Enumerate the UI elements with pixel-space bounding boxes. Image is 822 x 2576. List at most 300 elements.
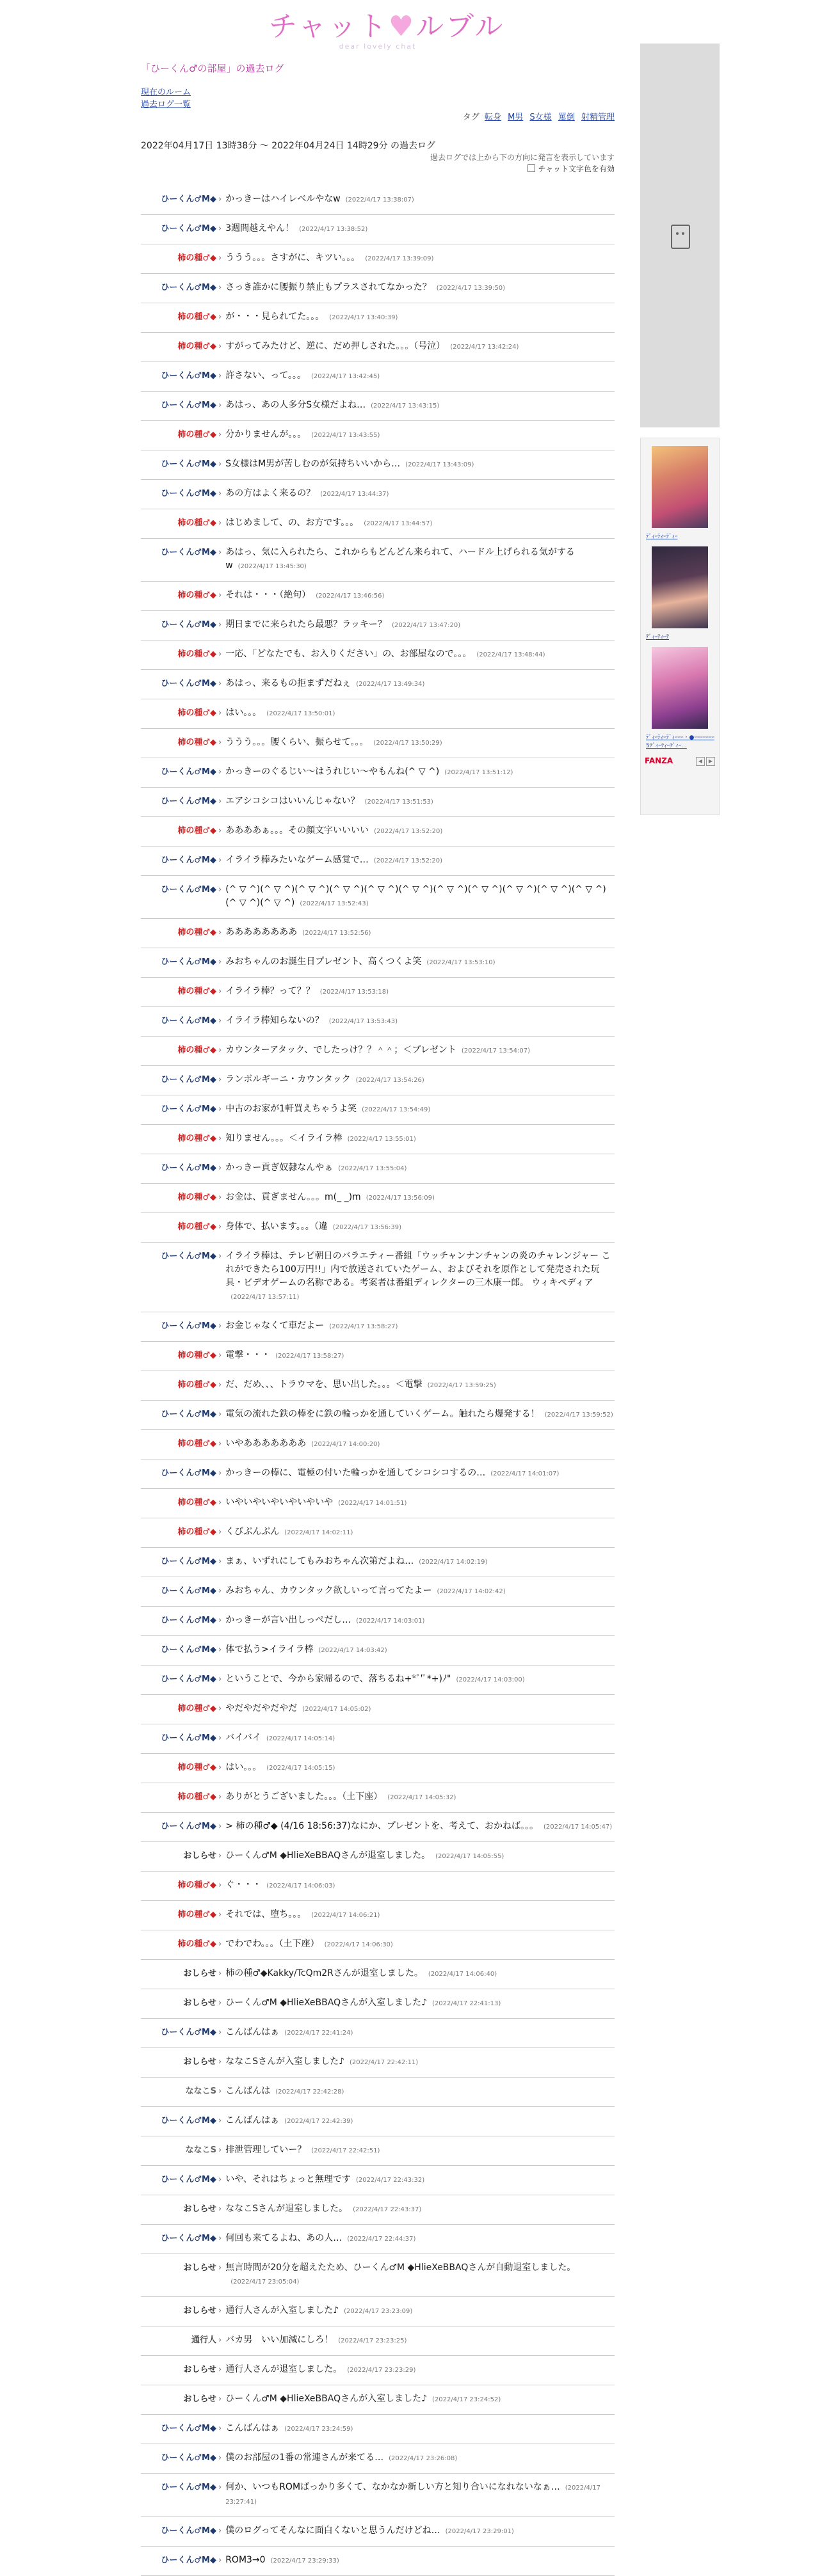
timestamp: (2022/4/17 14:06:40) bbox=[428, 1971, 497, 1978]
message-body bbox=[225, 2524, 615, 2538]
speaker-name: 柿の種♂◆ bbox=[177, 987, 216, 996]
chat-row bbox=[141, 421, 615, 450]
separator: › bbox=[218, 283, 222, 292]
separator: › bbox=[218, 371, 222, 381]
message-text: いや、それはちょっと無理です bbox=[225, 2174, 351, 2184]
timestamp: (2022/4/17 13:38:07) bbox=[345, 196, 414, 203]
past-log-list-link[interactable]: 過去ログ一覧 bbox=[141, 100, 191, 109]
speaker-name: ひーくん♂M◆ bbox=[161, 2234, 216, 2243]
speaker-name: 柿の種♂◆ bbox=[177, 1880, 216, 1890]
speaker-name: ひーくん♂M◆ bbox=[161, 855, 216, 865]
message-body bbox=[225, 2202, 615, 2216]
speaker-name: ひーくん♂M◆ bbox=[161, 224, 216, 234]
fanza-logo[interactable]: FANZA bbox=[645, 756, 673, 765]
separator: › bbox=[218, 797, 222, 806]
timestamp: (2022/4/17 22:41:13) bbox=[432, 2000, 501, 2007]
prev-arrow-icon[interactable]: ◀ bbox=[696, 757, 705, 766]
chat-row bbox=[141, 1960, 615, 1989]
tag-link[interactable]: 転身 bbox=[484, 113, 501, 122]
chat-row bbox=[141, 847, 615, 876]
message-body bbox=[225, 1908, 615, 1922]
message-text: (^ ▽ ^)(^ ▽ ^)(^ ▽ ^)(^ ▽ ^)(^ ▽ ^)(^ ▽ ^)(^ ▽ ^)(^ ▽ ^)(^ ▽ ^)(^ ▽ ^)(^ ▽ ^)(^ ▽ ^)(^ ▽ ^) bbox=[225, 884, 606, 908]
message-body bbox=[225, 1643, 615, 1657]
timestamp: (2022/4/17 14:06:03) bbox=[266, 1882, 335, 1889]
speaker-name: おしらせ bbox=[183, 1998, 216, 2008]
chat-row bbox=[141, 1783, 615, 1813]
message-text: ということで、今から家帰るので、落ちるね+*ﾟ'ﾟ*+)ﾉ" bbox=[225, 1674, 451, 1684]
speaker-name: ひーくん♂M◆ bbox=[161, 1016, 216, 1026]
separator: › bbox=[218, 1822, 222, 1831]
message-body bbox=[225, 2143, 615, 2158]
message-body bbox=[225, 2055, 615, 2069]
current-room-link[interactable]: 現在のルーム bbox=[141, 88, 191, 97]
message-text: あはっ、来るもの拒まずだねぇ bbox=[225, 678, 351, 688]
speaker-name: 柿の種♂◆ bbox=[177, 1351, 216, 1360]
message-body bbox=[225, 589, 615, 603]
message-text: 許さない、って。。。 bbox=[225, 370, 306, 381]
timestamp: (2022/4/17 13:53:18) bbox=[319, 989, 389, 996]
chat-row bbox=[141, 1401, 615, 1430]
message-text: 何か、いつもROMばっかり多くて、なかなか新しい方と知り合いになれないなぁ… bbox=[225, 2482, 560, 2492]
speaker-name: ひーくん♂M◆ bbox=[161, 1468, 216, 1478]
color-checkbox[interactable] bbox=[528, 164, 535, 172]
separator: › bbox=[218, 2394, 222, 2404]
sidebar bbox=[640, 44, 720, 815]
message-body bbox=[225, 824, 615, 838]
timestamp: (2022/4/17 13:54:26) bbox=[355, 1077, 424, 1084]
message-text: 一応、「どなたでも、お入りください」の、お部屋なので。。。 bbox=[225, 649, 472, 659]
timestamp: (2022/4/17 13:46:56) bbox=[316, 592, 385, 600]
message-text: それは・・・（絶句） bbox=[225, 590, 311, 600]
message-text: イライラ棒は、テレビ朝日のバラエティー番組「ウッチャンナンチャンの炎のチャレンジャー これができたら100万円!!」内で放送されていたゲーム、およびそれを原作として発売された玩具・ビデオゲームの名称である。考案者は番組ディレクターの三木康一郎。 ウィキペディア bbox=[225, 1251, 611, 1288]
timestamp: (2022/4/17 13:59:52) bbox=[544, 1411, 613, 1419]
message-body bbox=[225, 1496, 615, 1510]
chat-row bbox=[141, 1430, 615, 1459]
speaker-name: 柿の種♂◆ bbox=[177, 649, 216, 659]
separator: › bbox=[218, 2556, 222, 2565]
message-body bbox=[225, 1761, 615, 1775]
speaker-name: 柿の種♂◆ bbox=[177, 1439, 216, 1449]
message-text: はじめまして、の、お方です。。。 bbox=[225, 518, 359, 528]
separator: › bbox=[218, 1410, 222, 1419]
message-body bbox=[225, 1378, 615, 1392]
chat-row bbox=[141, 582, 615, 611]
chat-row bbox=[141, 215, 615, 244]
message-body bbox=[225, 251, 615, 266]
chat-row bbox=[141, 1342, 615, 1371]
chat-row bbox=[141, 1930, 615, 1960]
message-body bbox=[225, 926, 615, 940]
chat-row bbox=[141, 333, 615, 362]
chat-row bbox=[141, 1312, 615, 1342]
message-text: あはっ、気に入られたら、これからもどんどん来られて、ハードル上げられる気がするw bbox=[225, 547, 575, 571]
message-body bbox=[225, 2554, 615, 2568]
timestamp: (2022/4/17 13:43:09) bbox=[405, 461, 474, 468]
speaker-name: ひーくん♂M◆ bbox=[161, 885, 216, 894]
message-text: かっきーのぐるじい〜はうれじい〜やもんね(^ ▽ ^) bbox=[225, 767, 440, 777]
separator: › bbox=[218, 708, 222, 718]
timestamp: (2022/4/17 13:52:43) bbox=[300, 900, 369, 907]
message-text: こんばんはぁ bbox=[225, 2423, 280, 2433]
message-body bbox=[225, 340, 615, 354]
separator: › bbox=[218, 767, 222, 777]
timestamp: (2022/4/17 13:54:07) bbox=[461, 1047, 531, 1054]
separator: › bbox=[218, 342, 222, 351]
message-body bbox=[225, 516, 615, 530]
separator: › bbox=[218, 1046, 222, 1055]
chat-row bbox=[141, 1666, 615, 1695]
message-text: 電気の流れた鉄の棒をに鉄の輪っかを通していくゲーム。触れたら爆発する！ bbox=[225, 1409, 540, 1419]
chat-row bbox=[141, 1754, 615, 1783]
message-text: それでは、堕ち。。。 bbox=[225, 1909, 307, 1920]
message-body bbox=[225, 2363, 615, 2377]
timestamp: (2022/4/17 13:52:56) bbox=[302, 930, 371, 937]
timestamp: (2022/4/17 13:56:09) bbox=[366, 1195, 435, 1202]
separator: › bbox=[218, 2116, 222, 2126]
message-text: はい。。。 bbox=[225, 1762, 262, 1772]
message-text: ひーくん♂M ◆HlieXeBBAQさんが入室しました♪ bbox=[225, 1998, 428, 2008]
chat-row bbox=[141, 303, 615, 333]
message-body bbox=[225, 648, 615, 662]
separator: › bbox=[218, 430, 222, 440]
speaker-name: ひーくん♂M◆ bbox=[161, 2424, 216, 2433]
message-text: バカ男 いい加減にしろ！ bbox=[225, 2335, 334, 2345]
separator: › bbox=[218, 826, 222, 836]
timestamp: (2022/4/17 13:55:01) bbox=[347, 1136, 416, 1143]
speaker-name: ひーくん♂M◆ bbox=[161, 459, 216, 469]
message-text: あはっ、あの人多分S女様だよね… bbox=[225, 400, 366, 410]
speaker-name: 柿の種♂◆ bbox=[177, 1193, 216, 1202]
timestamp: (2022/4/17 13:55:04) bbox=[338, 1165, 407, 1172]
message-body bbox=[225, 1437, 615, 1451]
separator: › bbox=[218, 2057, 222, 2067]
separator: › bbox=[218, 1645, 222, 1655]
color-toggle[interactable] bbox=[528, 163, 615, 174]
message-body bbox=[225, 1191, 615, 1205]
message-body bbox=[225, 1132, 615, 1146]
speaker-name: おしらせ bbox=[183, 2306, 216, 2316]
ad-placeholder[interactable] bbox=[640, 44, 720, 427]
message-text: みおちゃん、カウンタック欲しいって言ってたよー bbox=[225, 1586, 432, 1596]
chat-row bbox=[141, 670, 615, 699]
speaker-name: 柿の種♂◆ bbox=[177, 1134, 216, 1143]
message-body bbox=[225, 1937, 615, 1952]
message-text: はい。。。 bbox=[225, 708, 262, 718]
message-text: カウンターアタック、でしたっけ？？＾＾；＜プレゼント bbox=[225, 1045, 456, 1055]
separator: › bbox=[218, 1704, 222, 1713]
timestamp: (2022/4/17 22:42:51) bbox=[311, 2147, 380, 2154]
separator: › bbox=[218, 1910, 222, 1920]
speaker-name: ひーくん♂M◆ bbox=[161, 1321, 216, 1331]
separator: › bbox=[218, 2483, 222, 2492]
message-body bbox=[225, 222, 615, 236]
timestamp: (2022/4/17 14:05:32) bbox=[387, 1794, 456, 1801]
speaker-name: おしらせ bbox=[183, 2057, 216, 2067]
message-text: ななこSさんが退室しました。 bbox=[225, 2204, 348, 2214]
speaker-name: ひーくん♂M◆ bbox=[161, 2526, 216, 2536]
chat-row bbox=[141, 729, 615, 758]
speaker-name: ひーくん♂M◆ bbox=[161, 2556, 216, 2565]
chat-row bbox=[141, 2517, 615, 2547]
message-text: ううう。。。腰くらい、振らせて。。。 bbox=[225, 737, 369, 747]
message-text: でわでわ。。。（土下座） bbox=[225, 1939, 319, 1949]
message-text: お金じゃなくて車だよー bbox=[225, 1321, 325, 1331]
chat-row bbox=[141, 1724, 615, 1754]
message-text: だ、だめ、、、トラウマを、思い出した。。。＜電撃 bbox=[225, 1379, 423, 1390]
logo-text: チャット♥ルブル bbox=[269, 10, 505, 43]
speaker-name: 柿の種♂◆ bbox=[177, 1046, 216, 1055]
separator: › bbox=[218, 253, 222, 263]
timestamp: (2022/4/17 13:39:50) bbox=[436, 285, 505, 292]
chat-row bbox=[141, 2225, 615, 2254]
timestamp: (2022/4/17 23:23:25) bbox=[338, 2337, 407, 2344]
speaker-name: 柿の種♂◆ bbox=[177, 1763, 216, 1772]
speaker-name: ひーくん♂M◆ bbox=[161, 195, 216, 204]
timestamp: (2022/4/17 14:00:20) bbox=[311, 1441, 380, 1448]
chat-row bbox=[141, 2326, 615, 2356]
chat-row bbox=[141, 2019, 615, 2048]
separator: › bbox=[218, 1616, 222, 1625]
message-text: お金は、貢ぎません。。。m(_ _)m bbox=[225, 1192, 361, 1202]
separator: › bbox=[218, 224, 222, 234]
speaker-name: 柿の種♂◆ bbox=[177, 1792, 216, 1802]
separator: › bbox=[218, 1763, 222, 1772]
message-text: ランボルギーニ・カウンタック bbox=[225, 1074, 351, 1085]
timestamp: (2022/4/17 23:24:52) bbox=[432, 2396, 501, 2403]
chat-row bbox=[141, 1095, 615, 1125]
message-text: やだやだやだやだ bbox=[225, 1703, 298, 1713]
message-body bbox=[225, 2392, 615, 2406]
separator: › bbox=[218, 2263, 222, 2273]
speaker-name: ひーくん♂M◆ bbox=[161, 1645, 216, 1655]
message-body bbox=[225, 706, 615, 720]
message-body bbox=[225, 1161, 615, 1175]
timestamp: (2022/4/17 13:44:37) bbox=[320, 491, 389, 498]
message-text: かっきーの棒に、電極の付いた輪っかを通してシコシコするの… bbox=[225, 1468, 486, 1478]
message-text: ひーくん♂M ◆HlieXeBBAQさんが退室しました。 bbox=[225, 1850, 431, 1861]
timestamp: (2022/4/17 13:40:39) bbox=[329, 314, 398, 321]
timestamp: (2022/4/17 13:58:27) bbox=[275, 1353, 344, 1360]
message-body bbox=[225, 736, 615, 750]
speaker-name: 柿の種♂◆ bbox=[177, 928, 216, 937]
separator: › bbox=[218, 1351, 222, 1360]
message-body bbox=[225, 1996, 615, 2010]
color-toggle-label: チャット文字色を有効 bbox=[538, 164, 615, 173]
message-text: 身体で、払います。。。（違 bbox=[225, 1221, 328, 1232]
separator: › bbox=[218, 591, 222, 600]
tag-link[interactable]: 罵倒 bbox=[558, 113, 575, 122]
message-body bbox=[225, 854, 615, 868]
message-body bbox=[225, 618, 615, 632]
speaker-name: ひーくん♂M◆ bbox=[161, 2116, 216, 2126]
message-text: 3週間越えやん！ bbox=[225, 223, 294, 234]
chat-row bbox=[141, 640, 615, 670]
timestamp: (2022/4/17 13:53:43) bbox=[328, 1018, 398, 1025]
message-text: 分かりませんが。。。 bbox=[225, 429, 307, 440]
timestamp: (2022/4/17 13:52:20) bbox=[374, 828, 443, 835]
speaker-name: 柿の種♂◆ bbox=[177, 342, 216, 351]
message-text: ありがとうございました。。。（土下座） bbox=[225, 1792, 383, 1802]
room-title: 「ひーくん♂の部屋」の過去ログ bbox=[141, 63, 284, 74]
message-body bbox=[225, 546, 615, 573]
separator: › bbox=[218, 401, 222, 410]
message-text: エアシコシコはいいんじゃない？ bbox=[225, 796, 360, 806]
chat-row bbox=[141, 978, 615, 1007]
message-body bbox=[225, 1673, 615, 1687]
timestamp: (2022/4/17 13:45:30) bbox=[238, 563, 307, 570]
ad-link[interactable]: ﾃﾞｨｰﾃｨｰﾃ bbox=[646, 634, 670, 640]
message-text: さっき誰かに腰振り禁止もプラスされてなかった？ bbox=[225, 282, 431, 292]
message-text: まぁ、いずれにしてもみおちゃん次第だよね… bbox=[225, 1556, 414, 1566]
chat-row bbox=[141, 2297, 615, 2326]
timestamp: (2022/4/17 13:42:45) bbox=[310, 373, 380, 380]
timestamp: (2022/4/17 14:05:47) bbox=[544, 1824, 613, 1831]
separator: › bbox=[218, 1792, 222, 1802]
log-period: 2022年04月17日 13時38分 ～ 2022年04月24日 14時29分 の過去ログ bbox=[141, 141, 436, 151]
timestamp: (2022/4/17 14:05:55) bbox=[435, 1853, 504, 1860]
timestamp: (2022/4/17 22:44:37) bbox=[347, 2236, 416, 2243]
message-text: くびぶんぶん bbox=[225, 1527, 280, 1537]
message-body bbox=[225, 2026, 615, 2040]
message-body bbox=[225, 2422, 615, 2436]
timestamp: (2022/4/17 13:52:20) bbox=[373, 857, 442, 864]
message-body bbox=[225, 1614, 615, 1628]
timestamp: (2022/4/17 13:38:52) bbox=[299, 226, 368, 233]
speaker-name: ひーくん♂M◆ bbox=[161, 1557, 216, 1566]
message-body bbox=[225, 985, 615, 999]
speaker-name: 柿の種♂◆ bbox=[177, 1380, 216, 1390]
timestamp: (2022/4/17 23:24:59) bbox=[284, 2426, 353, 2433]
message-text: ななこSさんが入室しました♪ bbox=[225, 2056, 345, 2067]
chat-row bbox=[141, 186, 615, 215]
site-logo[interactable] bbox=[269, 10, 505, 51]
speaker-name: ひーくん♂M◆ bbox=[161, 2028, 216, 2037]
separator: › bbox=[218, 1851, 222, 1861]
message-text: 期日までに来られたら最悪？ラッキー？ bbox=[225, 619, 387, 630]
timestamp: (2022/4/17 14:05:15) bbox=[266, 1765, 335, 1772]
chat-row bbox=[141, 1607, 615, 1636]
chat-row bbox=[141, 509, 615, 539]
manga-cover-image[interactable] bbox=[652, 546, 708, 628]
speaker-name: おしらせ bbox=[183, 2263, 216, 2273]
tag-link[interactable]: 射精管理 bbox=[581, 113, 615, 122]
chat-row bbox=[141, 2166, 615, 2195]
chat-row bbox=[141, 817, 615, 847]
separator: › bbox=[218, 957, 222, 967]
speaker-name: ひーくん♂M◆ bbox=[161, 797, 216, 806]
message-body bbox=[225, 2261, 615, 2289]
speaker-name: ひーくん♂M◆ bbox=[161, 371, 216, 381]
speaker-name: ひーくん♂M◆ bbox=[161, 1410, 216, 1419]
separator: › bbox=[218, 2175, 222, 2184]
message-body bbox=[225, 795, 615, 809]
manga-cover-image[interactable] bbox=[652, 446, 708, 528]
chat-row bbox=[141, 1548, 615, 1577]
chat-row bbox=[141, 611, 615, 640]
chat-row bbox=[141, 1066, 615, 1095]
separator: › bbox=[218, 620, 222, 630]
chat-row bbox=[141, 1371, 615, 1401]
separator: › bbox=[218, 2335, 222, 2345]
timestamp: (2022/4/17 13:50:01) bbox=[266, 710, 335, 717]
speaker-name: ななこS bbox=[185, 2087, 216, 2096]
speaker-name: おしらせ bbox=[183, 1851, 216, 1861]
timestamp: (2022/4/17 22:43:37) bbox=[353, 2206, 422, 2213]
speaker-name: 柿の種♂◆ bbox=[177, 430, 216, 440]
speaker-name: ひーくん♂M◆ bbox=[161, 401, 216, 410]
message-body bbox=[225, 193, 615, 207]
order-note: 過去ログでは上から下の方向に発言を表示しています bbox=[430, 153, 615, 162]
separator: › bbox=[218, 679, 222, 688]
speaker-name: 柿の種♂◆ bbox=[177, 708, 216, 718]
timestamp: (2022/4/17 13:57:11) bbox=[230, 1294, 300, 1301]
speaker-name: ひーくん♂M◆ bbox=[161, 679, 216, 688]
separator: › bbox=[218, 2145, 222, 2155]
separator: › bbox=[218, 1104, 222, 1114]
timestamp: (2022/4/17 13:44:57) bbox=[364, 520, 433, 527]
chat-row bbox=[141, 1125, 615, 1154]
speaker-name: ななこS bbox=[185, 2145, 216, 2155]
tag-link[interactable]: S女様 bbox=[529, 113, 552, 122]
message-body bbox=[225, 1702, 615, 1716]
separator: › bbox=[218, 1527, 222, 1537]
speaker-name: ひーくん♂M◆ bbox=[161, 1586, 216, 1596]
message-text: こんばんはぁ bbox=[225, 2027, 280, 2037]
speaker-name: 柿の種♂◆ bbox=[177, 738, 216, 747]
message-body bbox=[225, 1820, 615, 1834]
timestamp: (2022/4/17 23:27:41) bbox=[225, 2485, 600, 2506]
chat-row bbox=[141, 244, 615, 274]
chat-row bbox=[141, 480, 615, 509]
timestamp: (2022/4/17 13:47:20) bbox=[391, 622, 461, 629]
message-body bbox=[225, 1525, 615, 1539]
chat-row bbox=[141, 2078, 615, 2107]
ad-link[interactable]: ﾃﾞｨｰﾃｨｰﾃﾞｨｰ bbox=[646, 534, 678, 540]
ad-link[interactable]: ﾃﾞｨｰﾃｨｰﾃﾞｨｰｰｰ・●ｰｰｰｰｰｰｰ5ﾃﾞｨｰﾃｨｰﾃﾞｨｰ... bbox=[646, 735, 714, 749]
speaker-name: 柿の種♂◆ bbox=[177, 1939, 216, 1949]
speaker-name: 柿の種♂◆ bbox=[177, 591, 216, 600]
message-body bbox=[225, 457, 615, 472]
message-body bbox=[225, 487, 615, 501]
timestamp: (2022/4/17 22:42:28) bbox=[275, 2088, 344, 2095]
timestamp: (2022/4/17 13:43:15) bbox=[371, 402, 440, 409]
speaker-name: ひーくん♂M◆ bbox=[161, 2453, 216, 2463]
chat-row bbox=[141, 1459, 615, 1489]
separator: › bbox=[218, 2234, 222, 2243]
separator: › bbox=[218, 1134, 222, 1143]
next-arrow-icon[interactable]: ▶ bbox=[706, 757, 715, 766]
speaker-name: ひーくん♂M◆ bbox=[161, 2483, 216, 2492]
separator: › bbox=[218, 1674, 222, 1684]
separator: › bbox=[218, 1252, 222, 1261]
message-text: が・・・見られてた。。。 bbox=[225, 312, 325, 322]
ad-banner[interactable] bbox=[640, 438, 720, 815]
tag-link[interactable]: M男 bbox=[508, 113, 524, 122]
message-body bbox=[225, 1349, 615, 1363]
separator: › bbox=[218, 518, 222, 528]
manga-cover-image[interactable] bbox=[652, 647, 708, 729]
message-body bbox=[225, 1790, 615, 1804]
message-body bbox=[225, 1584, 615, 1598]
chat-row bbox=[141, 699, 615, 729]
speaker-name: ひーくん♂M◆ bbox=[161, 1075, 216, 1085]
message-text: ううう。。。さすがに、キツい。。。 bbox=[225, 253, 360, 263]
chat-row bbox=[141, 2107, 615, 2136]
message-text: 通行人さんが退室しました。 bbox=[225, 2364, 342, 2374]
timestamp: (2022/4/17 23:29:01) bbox=[445, 2528, 514, 2535]
timestamp: (2022/4/17 13:54:49) bbox=[362, 1106, 431, 1113]
speaker-name: 柿の種♂◆ bbox=[177, 1498, 216, 1507]
